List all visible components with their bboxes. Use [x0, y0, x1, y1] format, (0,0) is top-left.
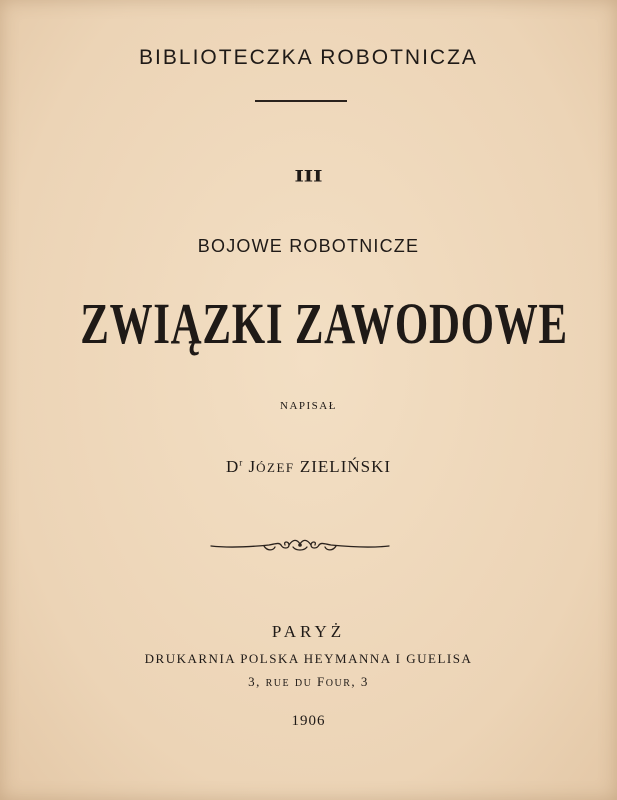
- author-name: [0, 457, 617, 477]
- address-number: 3,: [248, 674, 261, 689]
- address-street-prefix: RUE: [265, 678, 291, 689]
- author-surname: ZIELIŃSKI: [299, 457, 392, 476]
- address-street-rest: OUR: [325, 678, 352, 689]
- printer-name: DRUKARNIA POLSKA HEYMANNA I GUELISA: [144, 651, 473, 666]
- header-rule: [255, 100, 347, 102]
- publisher-city: PARYŻ: [271, 622, 346, 641]
- author-first-initial: J: [248, 457, 257, 476]
- main-title: ZWIĄZKI ZAWODOWE: [80, 291, 568, 356]
- series-title: BIBLIOTECZKA ROBOTNICZA: [139, 46, 478, 69]
- subtitle: BOJOWE ROBOTNICZE: [197, 236, 420, 256]
- address-street-initial: F: [317, 674, 326, 689]
- scroll-ornament-icon: [209, 534, 391, 556]
- volume-number: III: [294, 166, 323, 186]
- author-label: NAPISAŁ: [280, 400, 337, 412]
- printer-address: 3, RUE DU FOUR, 3: [248, 674, 369, 689]
- address-street-article: DU: [294, 678, 313, 689]
- address-number-end: 3: [360, 674, 369, 689]
- author-first-rest: ÓZEF: [256, 460, 295, 475]
- publication-year: 1906: [291, 713, 326, 729]
- author-prefix-sup: r: [239, 457, 244, 468]
- author-prefix: D: [225, 457, 240, 476]
